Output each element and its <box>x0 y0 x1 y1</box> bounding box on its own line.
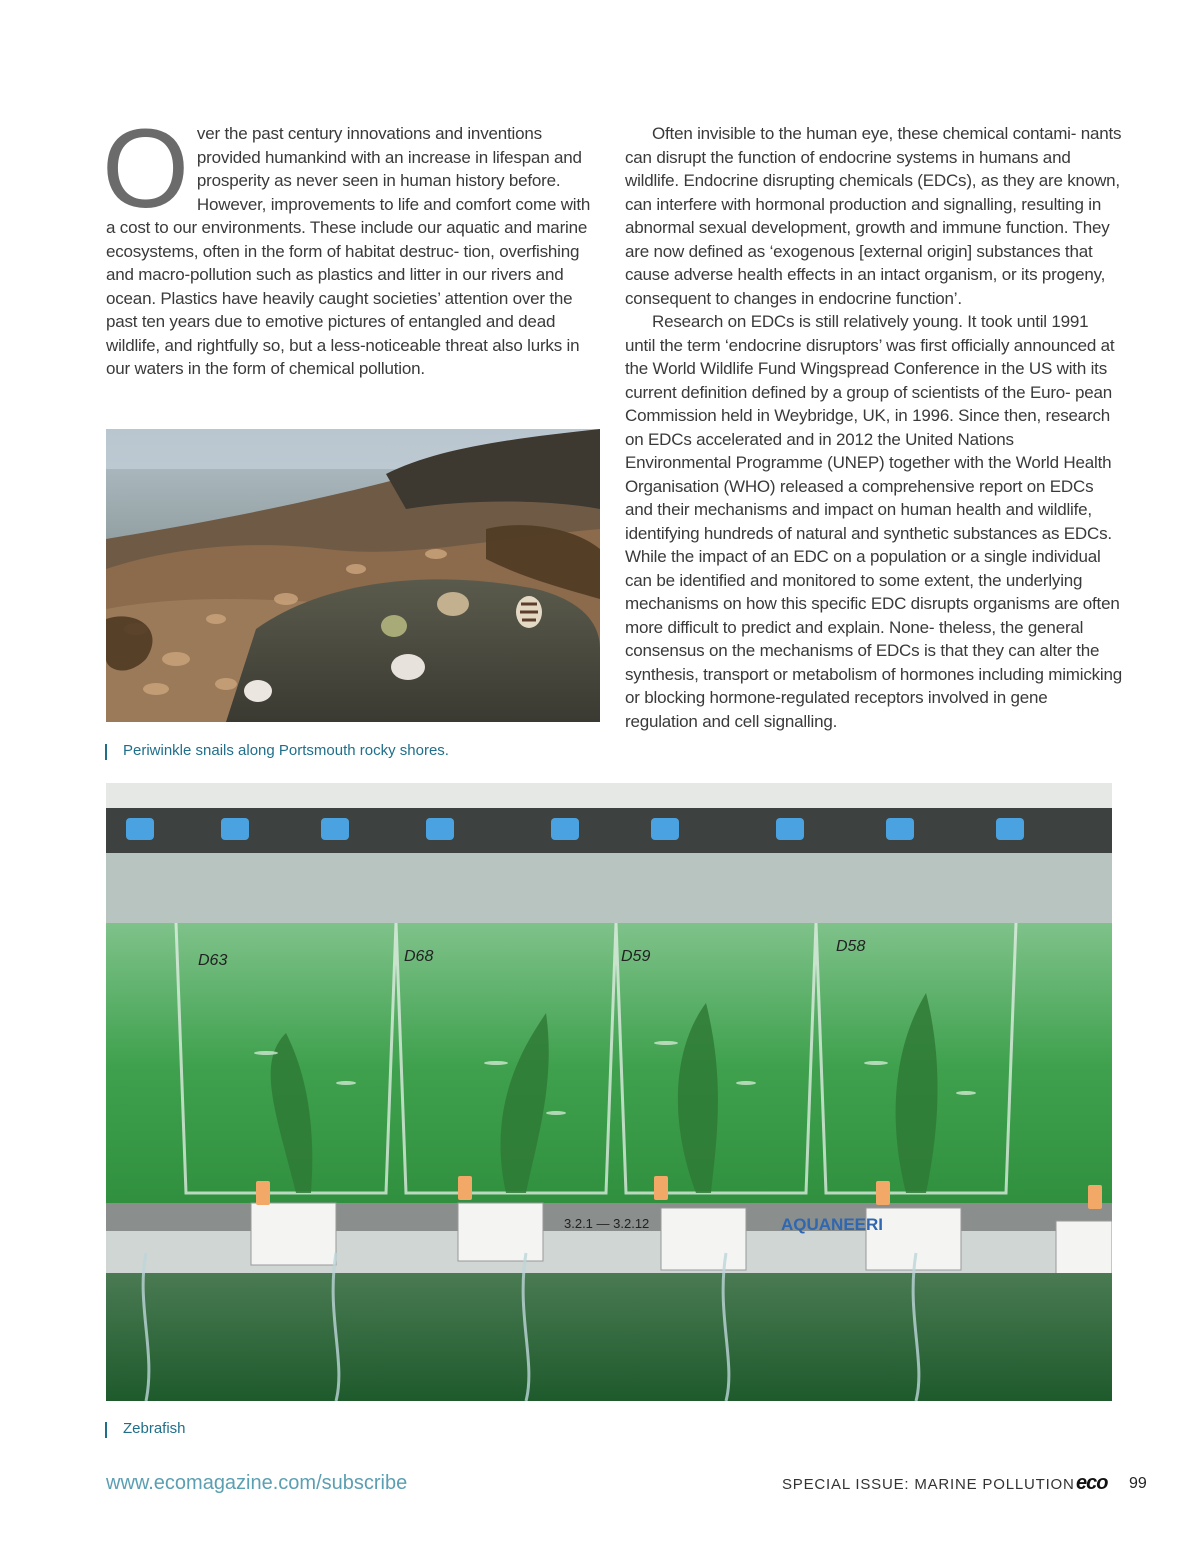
page-number: 99 <box>1129 1475 1147 1492</box>
intro-paragraph-text: ver the past century innovations and inventions provided humankind with an increase in lifespan and prosperity as never seen in human history before. However, improvements to life and comfort come with a cost to our environments. These include our aquatic and marine ecosystems, often in the form of habitat destruc- tion, overfishing and macro-pollution such as plastics and litter in our rivers and ocean. Plastics have heavily caught societies’ attention over the past ten years due to emotive pictures of entangled and dead wildlife, and rightfully so, but a less-noticeable threat also lurks in our waters in the form of chemical pollution. <box>106 124 591 378</box>
intro-paragraph <box>102 106 594 381</box>
zebrafish-photo-caption <box>105 1420 405 1440</box>
drop-cap: O <box>102 106 189 231</box>
article-left-column <box>102 106 594 381</box>
edc-research-paragraph: Research on EDCs is still relatively young. It took until 1991 until the term ‘endocrine disruptors’ was first officially announced at the World Wildlife Fund Wingspread Conference in the US with its current definition defined by a group of scientists of the Euro- pean Commission held in Weybridge, UK, in 1996. Since then, research on EDCs accelerated and in 2012 the United Nations Environmental Programme (UNEP) together with the World Health Organisation (WHO) released a comprehensive report on EDCs and their mechanisms and impact on human health and wildlife, identifying hundreds of natural and synthetic substances as EDCs. While the impact of an EDC on a population or a single individual can be identified and monitored to some extent, the underlying mechanisms on how this specific EDC disrupts organisms are often more difficult to predict and explain. None- theless, the general consensus on the mechanisms of EDCs is that they can alter the synthesis, transport or metabolism of hormones including mimicking or blocking hormone-regulated receptors involved in gene regulation and cell signalling. <box>625 312 1123 731</box>
article-right-column <box>625 122 1123 733</box>
periwinkle-snails-photo <box>106 429 600 722</box>
snails-caption-text: Periwinkle snails along Portsmouth rocky shores. <box>123 742 449 759</box>
eco-logo: eco <box>1076 1472 1108 1494</box>
edc-definition-paragraph: Often invisible to the human eye, these chemical contami- nants can disrupt the function of endocrine systems in humans and wildlife. Endocrine disrupting chemicals (EDCs), as they are known, can interfere with hormonal production and signalling, resulting in abnormal sexual development, growth and immune function. They are now defined as ‘exogenous [external origin] substances that cause adverse health effects in an intact organism, or its progeny, consequent to changes in endocrine function’. <box>625 124 1122 308</box>
subscribe-link[interactable]: www.ecomagazine.com/subscribe <box>106 1472 408 1494</box>
zebrafish-caption-text: Zebrafish <box>123 1420 186 1437</box>
shelf-range-label: 3.2.1 — 3.2.12 <box>564 1216 650 1231</box>
caption-bar <box>105 1422 107 1438</box>
tank-label-1: D63 <box>198 952 228 969</box>
issue-title: SPECIAL ISSUE: MARINE POLLUTION <box>782 1476 1075 1493</box>
snails-photo-caption <box>105 742 605 762</box>
tank-label-3: D59 <box>621 948 651 965</box>
tank-label-4: D58 <box>836 938 866 955</box>
caption-bar <box>105 744 107 760</box>
zebrafish-tanks-photo <box>106 783 1112 1401</box>
aquaneering-brand-label: AQUANEERI <box>781 1215 884 1234</box>
tank-label-2: D68 <box>404 948 434 965</box>
